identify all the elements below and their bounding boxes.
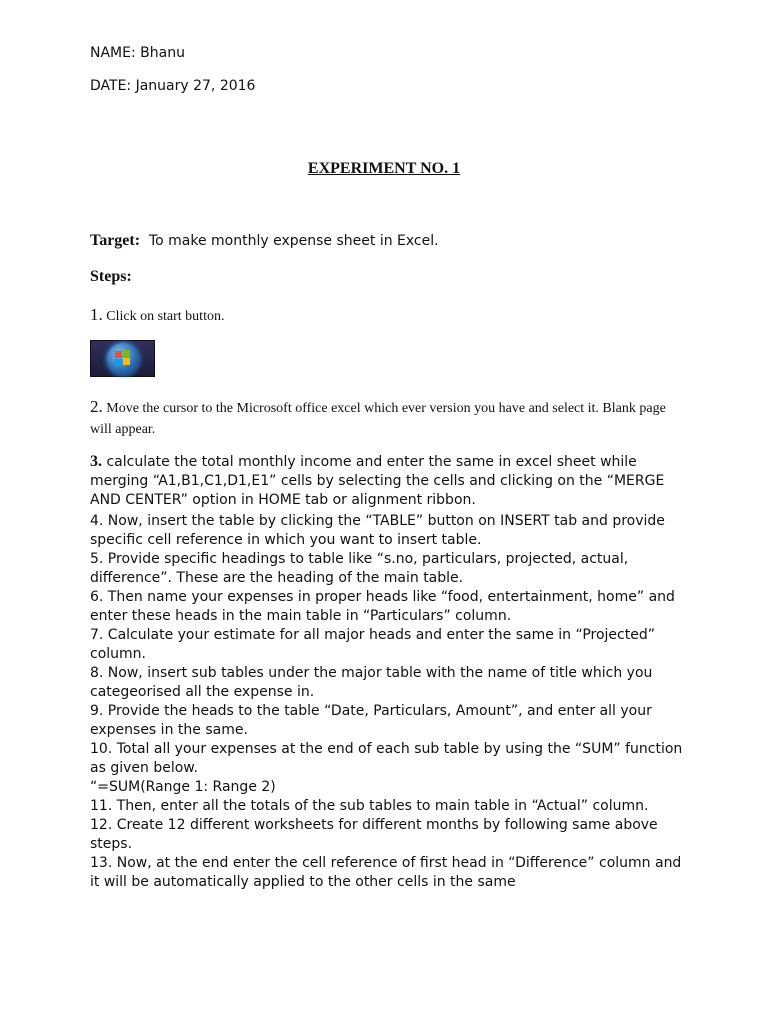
- step-item: 9. Provide the heads to the table “Date, Particulars, Amount”, and enter all your expenses in the same.: [90, 703, 652, 738]
- step-item: 12. Create 12 different worksheets for different months by following same above steps.: [90, 817, 658, 852]
- step-item: 10. Total all your expenses at the end of each sub table by using the “SUM” function as given below.: [90, 741, 683, 776]
- step-2: [90, 396, 690, 440]
- step-2-text: Move the cursor to the Microsoft office excel which ever version you have and select it. Blank page will appear.: [90, 401, 666, 437]
- windows-orb: [107, 343, 139, 375]
- target-line: [90, 232, 439, 250]
- document-date: DATE: January 27, 2016: [90, 78, 256, 94]
- steps-heading: Steps:: [90, 268, 132, 285]
- step-item: 5. Provide specific headings to table like “s.no, particulars, projected, actual, difference”. These are the heading of the main table.: [90, 551, 629, 586]
- step-item: 11. Then, enter all the totals of the sub tables to main table in “Actual” column.: [90, 798, 649, 814]
- step-1-text: Click on start button.: [106, 309, 225, 324]
- step-1-number: 1.: [90, 305, 103, 324]
- step-item: 8. Now, insert sub tables under the major table with the name of title which you categeorised all the expense in.: [90, 665, 653, 700]
- formula-line: “=SUM(Range 1: Range 2): [90, 779, 276, 795]
- step-3-text: calculate the total monthly income and enter the same in excel sheet while merging “A1,B1,C1,D1,E1” cells by selecting the cells and clicking on the “MERGE AND CENTER” option in HOME tab or alignment ribbon.: [90, 454, 665, 508]
- step-item: 4. Now, insert the table by clicking the “TABLE” button on INSERT tab and provide specific cell reference in which you want to insert table.: [90, 513, 665, 548]
- steps-list: [90, 512, 690, 892]
- step-item: 7. Calculate your estimate for all major heads and enter the same in “Projected” column.: [90, 627, 655, 662]
- target-text: To make monthly expense sheet in Excel.: [148, 233, 439, 249]
- step-item: 6. Then name your expenses in proper heads like “food, entertainment, home” and enter these heads in the main table in “Particulars” column.: [90, 589, 675, 624]
- step-3-number: 3.: [90, 453, 102, 470]
- step-item: 13. Now, at the end enter the cell reference of first head in “Difference” column and it will be automatically applied to the other cells in the same: [90, 855, 682, 890]
- step-3: [90, 452, 690, 510]
- step-1: [90, 305, 224, 325]
- target-label: Target:: [90, 232, 141, 249]
- step-2-number: 2.: [90, 397, 103, 416]
- student-name: NAME: Bhanu: [90, 45, 185, 61]
- experiment-title: EXPERIMENT NO. 1: [307, 160, 461, 177]
- windows-start-icon: [90, 340, 155, 377]
